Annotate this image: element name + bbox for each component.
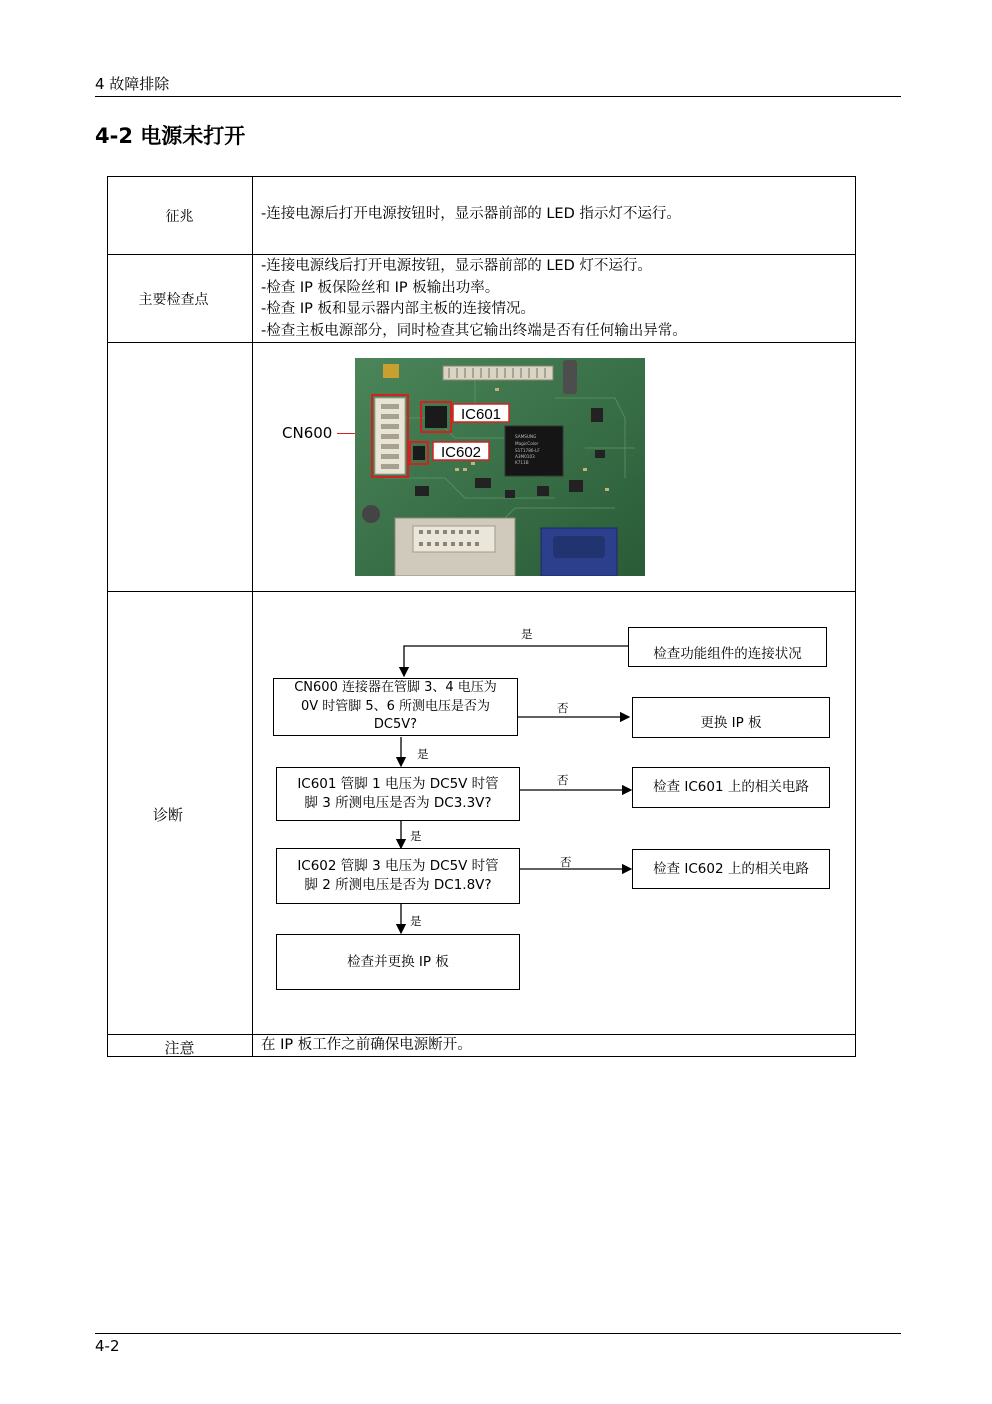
decision-ic601: IC601 管脚 1 电压为 DC5V 时管 脚 3 所测电压是否为 DC3.3V? [276,767,520,821]
cn600-callout-label: CN600 [282,424,333,442]
ic602-chip [413,446,425,460]
yes-label: 是 [521,627,533,641]
checkpoint-item: -检查 IP 板和显示器内部主板的连接情况。 [261,301,535,317]
capacitor-round [362,505,380,523]
header-rule [95,96,901,97]
table-border-right [855,176,856,1057]
no-label: 否 [560,855,572,869]
check-ic601-box: 检查 IC601 上的相关电路 [632,767,830,808]
svg-text:MagicColor: MagicColor [515,441,539,446]
decision-ic602: IC602 管脚 3 电压为 DC5V 时管 脚 2 所测电压是否为 DC1.8V? [276,848,520,904]
yes-loop-arrow [404,646,628,676]
note-text: 在 IP 板工作之前确保电源断开。 [261,1037,472,1053]
yes-label: 是 [417,747,429,761]
page-number: 4-2 [95,1337,120,1355]
component [383,364,399,378]
ic601-label: IC601 [460,406,502,423]
svg-text:SAMSUNG: SAMSUNG [515,434,537,439]
table-row-divider [107,254,856,255]
capacitor [563,360,577,394]
replace-ip-box: 更换 IP 板 [632,697,830,738]
table-border-top [107,176,856,177]
svg-text:K711B: K711B [515,460,529,465]
svg-text:S1T1786-LF: S1T1786-LF [515,448,540,453]
no-label: 否 [557,701,569,715]
checkpoint-item: -检查 IP 板保险丝和 IP 板输出功率。 [261,279,500,296]
ic602-label: IC602 [440,444,482,461]
row-label-checkpoints: 主要检查点 [138,292,209,308]
row-label-note: 注意 [164,1039,195,1057]
no-label: 否 [557,773,569,787]
page-title: 4-2 电源未打开 [95,124,246,148]
yes-label: 是 [410,829,422,843]
table-row-divider [107,1034,856,1035]
yes-label: 是 [410,914,422,928]
main-board-photo [355,358,645,576]
check-ic602-box: 检查 IC602 上的相关电路 [632,849,830,889]
table-row-divider [107,342,856,343]
check-connection-box: 检查功能组件的连接状况 [628,627,827,667]
final-action-box: 检查并更换 IP 板 [276,934,520,990]
symptom-text: -连接电源后打开电源按钮时，显示器前部的 LED 指示灯不运行。 [261,206,681,222]
ic601-chip [425,406,447,428]
checkpoint-item: -连接电源线后打开电源按钮，显示器前部的 LED 灯不运行。 [261,258,652,274]
svg-text:A3M0103: A3M0103 [515,454,535,459]
checkpoints-list [261,256,687,342]
footer-rule [95,1333,901,1334]
row-label-symptom: 征兆 [165,209,194,225]
row-label-diagnosis: 诊断 [152,806,183,824]
checkpoint-item: -检查主板电源部分，同时检查其它输出终端是否有任何输出异常。 [261,322,687,339]
section-header: 4 故障排除 [95,75,170,93]
decision-cn600: CN600 连接器在管脚 3、4 电压为 0V 时管脚 5、6 所测电压是否为 DC5V? [273,678,518,736]
